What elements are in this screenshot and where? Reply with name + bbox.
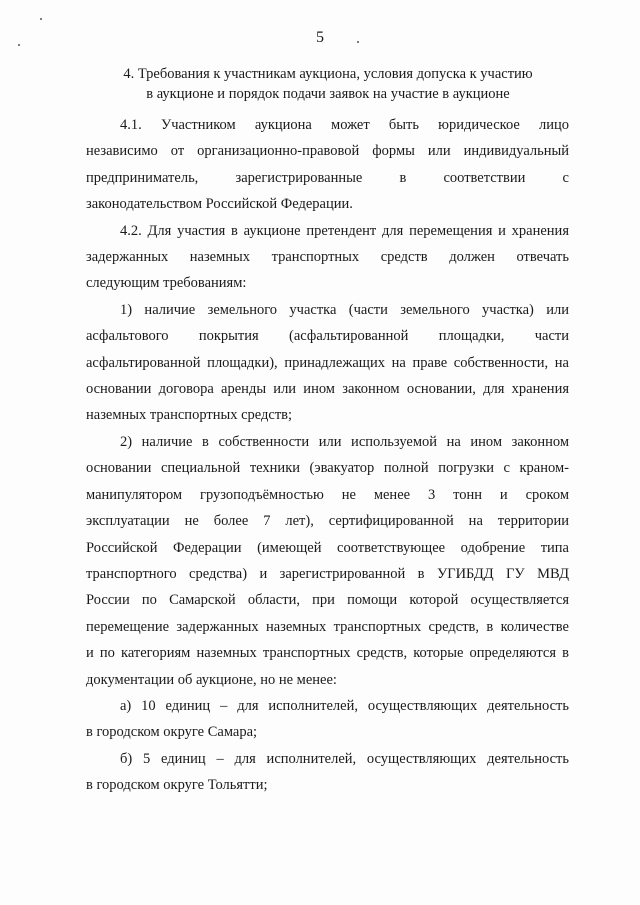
text-line: 2) наличие в собственности или используемой на ином законном <box>120 433 569 450</box>
text-line: 4.1. Участником аукциона может быть юридическое лицо <box>120 117 569 133</box>
page-number: 5 <box>316 29 324 46</box>
paragraph-4-2 <box>86 218 569 297</box>
text-line: транспортного средства) и зарегистрированной в УГИБДД ГУ МВД <box>86 565 569 582</box>
paragraph-4-1 <box>86 112 569 218</box>
text-line: основании специальной техники (эвакуатор полной погрузки с краном- <box>86 460 569 477</box>
text-line: перемещение задержанных наземных транспортных средств, в количестве <box>86 618 569 635</box>
text-line: законодательством Российской Федерации. <box>86 196 353 213</box>
text-line: Российской Федерации (имеющей соответствующее одобрение типа <box>86 539 569 556</box>
text-line: а) 10 единиц – для исполнителей, осуществляющих деятельность <box>120 697 569 714</box>
list-item-a <box>86 693 569 746</box>
text-line: б) 5 единиц – для исполнителей, осуществляющих деятельность <box>120 750 569 767</box>
scan-speck <box>40 18 42 20</box>
text-line: в городском округе Тольятти; <box>86 777 268 794</box>
heading-line: 4. Требования к участникам аукциона, условия допуска к участию <box>123 66 533 82</box>
text-line: наземных транспортных средств; <box>86 407 293 424</box>
text-line: следующим требованиям: <box>86 275 247 292</box>
text-line: асфальтового покрытия (асфальтированной площадки, части <box>86 328 569 345</box>
text-line: предприниматель, зарегистрированные в соответствии с <box>86 169 569 186</box>
document-body <box>86 112 569 799</box>
text-line: России по Самарской области, при помощи которой осуществляется <box>86 592 569 609</box>
text-line: документации об аукционе, но не менее: <box>86 671 337 688</box>
heading-line: в аукционе и порядок подачи заявок на участие в аукционе <box>146 86 510 102</box>
text-line: задержанных наземных транспортных средств должен отвечать <box>86 249 569 266</box>
list-item-2 <box>86 429 569 693</box>
list-item-b <box>86 746 569 799</box>
text-line: основании договора аренды или ином законном основании, для хранения <box>86 381 569 398</box>
text-line: асфальтированной площадки), принадлежащих на праве собственности, на <box>86 354 569 371</box>
text-line: в городском округе Самара; <box>86 724 258 741</box>
text-line: и по категориям наземных транспортных средств, которые определяются в <box>86 645 569 662</box>
text-line: эксплуатации не более 7 лет), сертифицированной на территории <box>86 513 569 530</box>
text-line: независимо от организационно-правовой формы или индивидуальный <box>86 143 569 160</box>
text-line: 4.2. Для участия в аукционе претендент для перемещения и хранения <box>120 222 569 239</box>
text-line: манипулятором грузоподъёмностью не менее 3 тонн и сроком <box>86 486 569 503</box>
section-heading <box>84 64 572 104</box>
list-item-1 <box>86 297 569 429</box>
text-line: 1) наличие земельного участка (части земельного участка) или <box>120 301 569 318</box>
